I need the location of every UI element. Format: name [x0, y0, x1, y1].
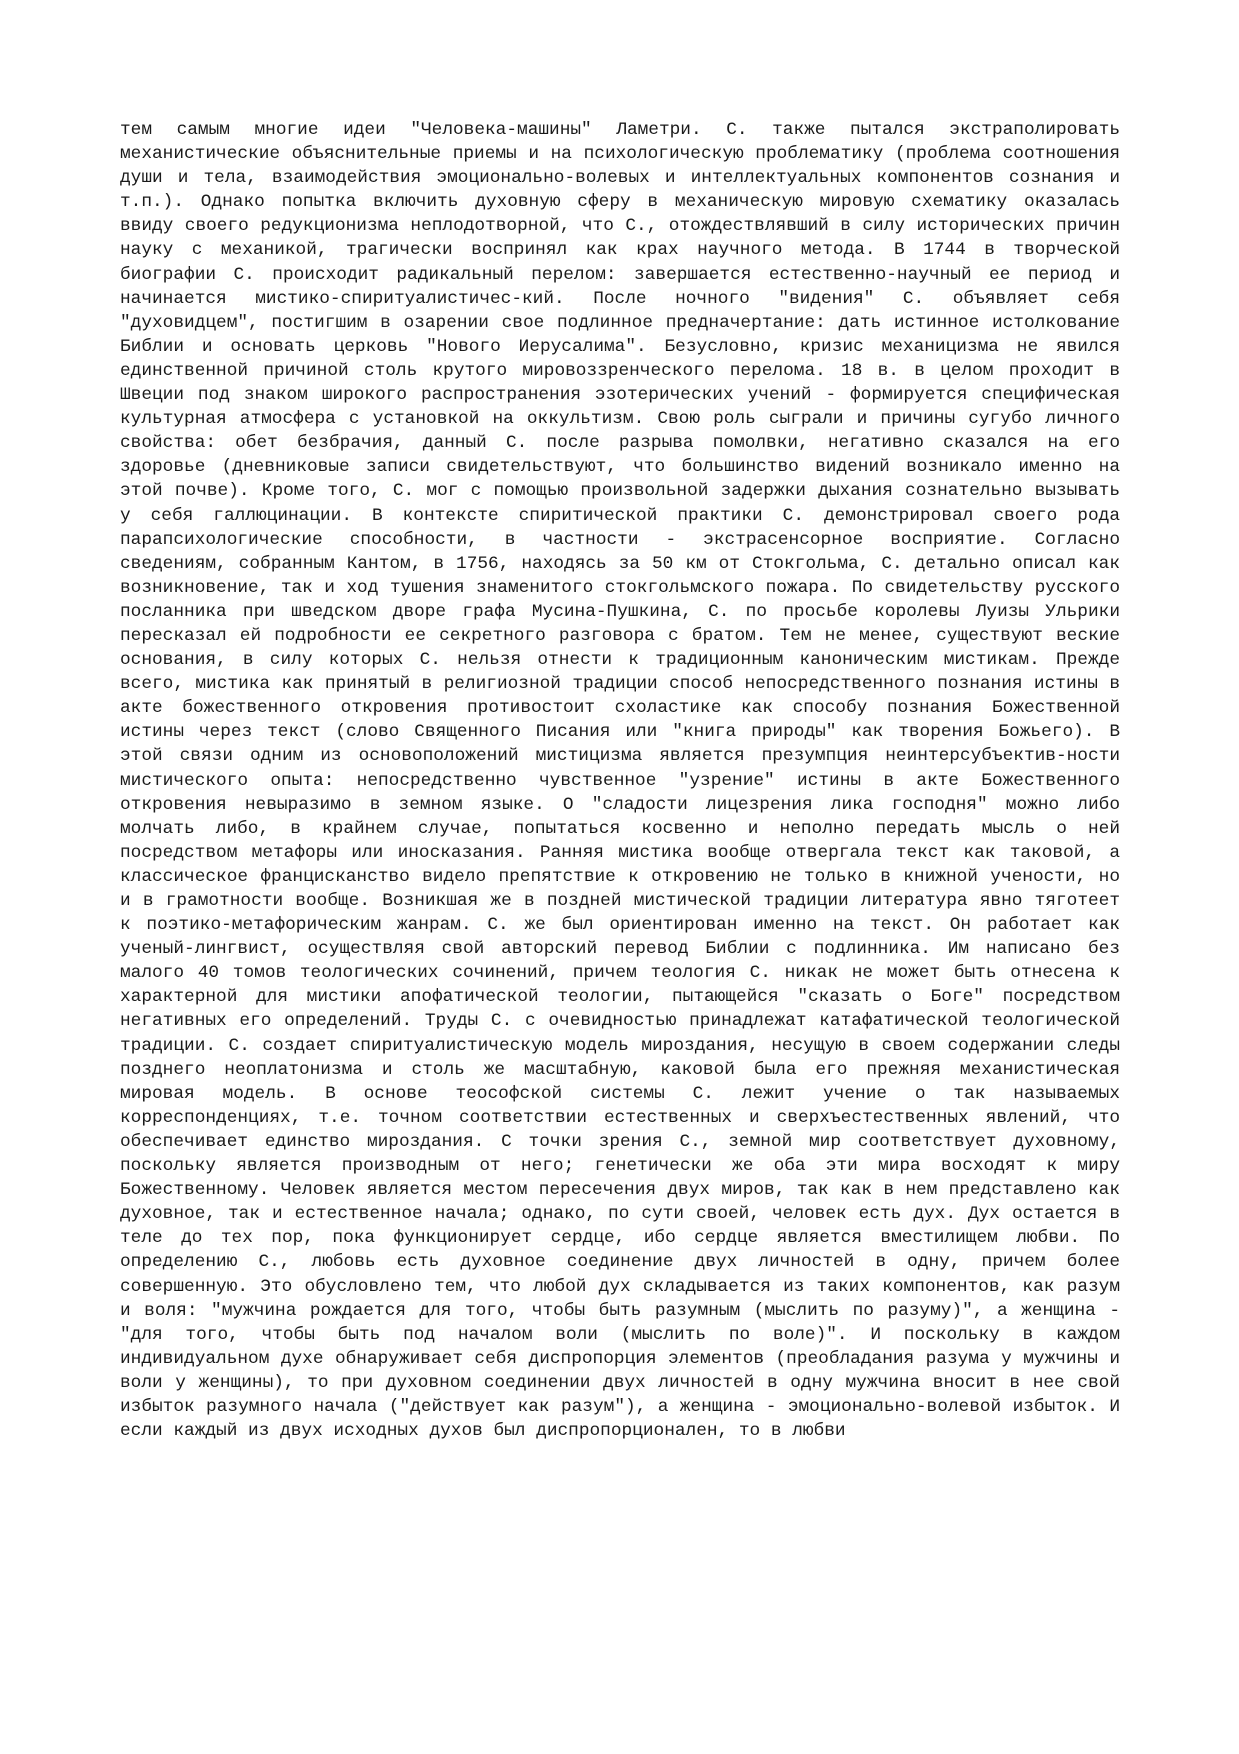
document-page: [120, 118, 1120, 1718]
body-paragraph: тем самым многие идеи "Человека-машины" Ламетри. С. также пытался экстраполировать механистические объяснительные приемы и на психологическую проблематику (проблема соотношения души и тела, взаимодействия эмоционально-волевых и интеллектуальных компонентов сознания и т.п.). Однако попытка включить духовную сферу в механическую мировую схематику оказалась ввиду своего редукционизма неплодотворной, что С., отождествлявший в силу исторических причин науку с механикой, трагически воспринял как крах научного метода. В 1744 в творческой биографии С. происходит радикальный перелом: завершается естественно-научный ее период и начинается мистико-спиритуалистичес-кий. После ночного "видения" С. объявляет себя "духовидцем", постигшим в озарении свое подлинное предначертание: дать истинное истолкование Библии и основать церковь "Нового Иерусалима". Безусловно, кризис механицизма не явился единственной причиной столь крутого мировоззренческого перелома. 18 в. в целом проходит в Швеции под знаком широкого распространения эзотерических учений - формируется специфическая культурная атмосфера с установкой на оккультизм. Свою роль сыграли и причины сугубо личного свойства: обет безбрачия, данный С. после разрыва помолвки, негативно сказался на его здоровье (дневниковые записи свидетельствуют, что большинство видений возникало именно на этой почве). Кроме того, С. мог с помощью произвольной задержки дыхания сознательно вызывать у себя галлюцинации. В контексте спиритической практики С. демонстрировал своего рода парапсихологические способности, в частности - экстрасенсорное восприятие. Согласно сведениям, собранным Кантом, в 1756, находясь за 50 км от Стокгольма, С. детально описал как возникновение, так и ход тушения знаменитого стокгольмского пожара. По свидетельству русского посланника при шведском дворе графа Мусина-Пушкина, С. по просьбе королевы Луизы Ульрики пересказал ей подробности ее секретного разговора с братом. Тем не менее, существуют веские основания, в силу которых С. нельзя отнести к традиционным каноническим мистикам. Прежде всего, мистика как принятый в религиозной традиции способ непосредственного познания истины в акте божественного откровения противостоит схоластике как способу познания Божественной истины через текст (слово Священного Писания или "книга природы" как творения Божьего). В этой связи одним из основоположений мистицизма является презумпция неинтерсубъектив-ности мистического опыта: непосредственно чувственное "узрение" истины в акте Божественного откровения невыразимо в земном языке. О "сладости лицезрения лика господня" можно либо молчать либо, в крайнем случае, попытаться косвенно и неполно передать мысль о ней посредством метафоры или иносказания. Ранняя мистика вообще отвергала текст как таковой, а классическое францисканство видело препятствие к откровению не только в книжной учености, но и в грамотности вообще. Возникшая же в поздней мистической традиции литература явно тяготеет к поэтико-метафорическим жанрам. С. же был ориентирован именно на текст. Он работает как ученый-лингвист, осуществляя свой авторский перевод Библии с подлинника. Им написано без малого 40 томов теологических сочинений, причем теология С. никак не может быть отнесена к характерной для мистики апофатической теологии, пытающейся "сказать о Боге" посредством негативных его определений. Труды С. с очевидностью принадлежат катафатической теологической традиции. С. создает спиритуалистическую модель мироздания, несущую в своем содержании следы позднего неоплатонизма и столь же масштабную, каковой была его прежняя механистическая мировая модель. В основе теософской системы С. лежит учение о так называемых корреспонденциях, т.е. точном соответствии естественных и сверхъестественных явлений, что обеспечивает единство мироздания. С точки зрения С., земной мир соответствует духовному, поскольку является производным от него; генетически же оба эти мира восходят к миру Божественному. Человек является местом пересечения двух миров, так как в нем представлено как духовное, так и естественное начала; однако, по сути своей, человек есть дух. Дух остается в теле до тех пор, пока функционирует сердце, ибо сердце является вместилищем любви. По определению С., любовь есть духовное соединение двух личностей в одну, причем более совершенную. Это обусловлено тем, что любой дух складывается из таких компонентов, как разум и воля: "мужчина рождается для того, чтобы быть разумным (мыслить по разуму)", а женщина - "для того, чтобы быть под началом воли (мыслить по воле)". И поскольку в каждом индивидуальном духе обнаруживает себя диспропорция элементов (преобладания разума у мужчины и воли у женщины), то при духовном соединении двух личностей в одну мужчина вносит в нее свой избыток разумного начала ("действует как разум"), а женщина - эмоционально-волевой избыток. И если каждый из двух исходных духов был диспропорционален, то в любви: [120, 120, 1120, 1442]
